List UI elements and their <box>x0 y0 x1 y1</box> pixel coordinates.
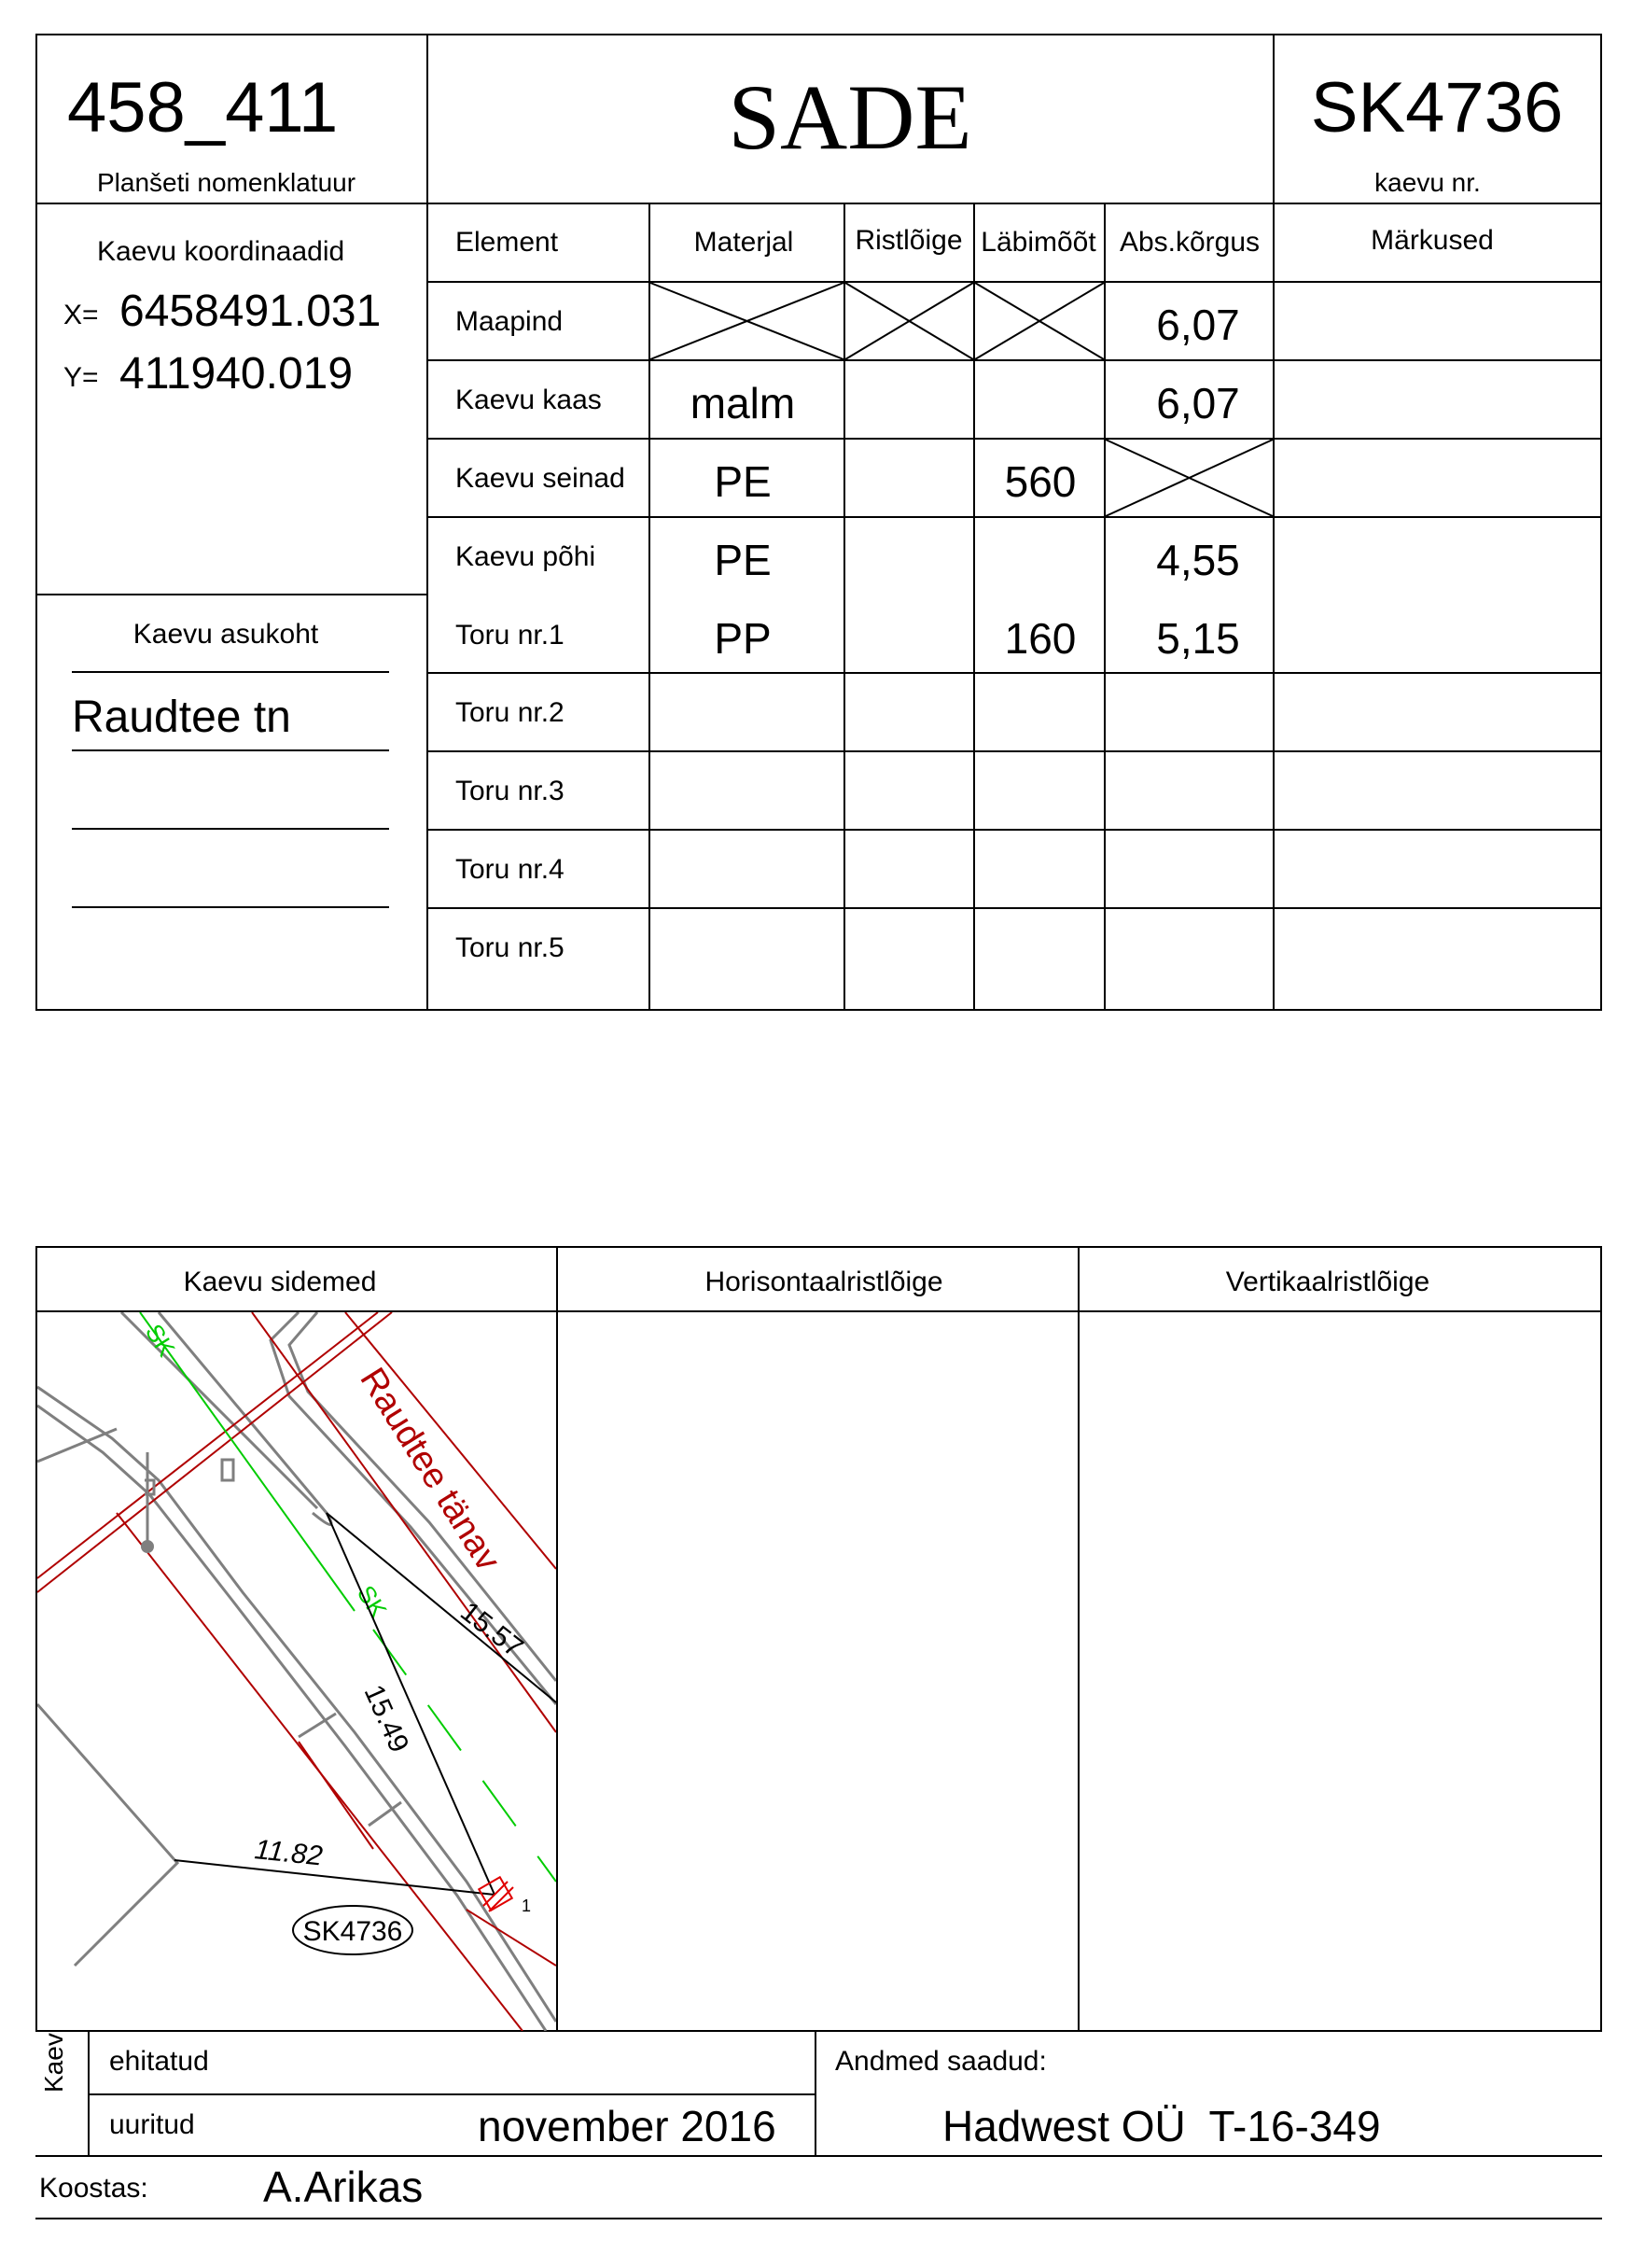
distance-label: 15.49 <box>357 1680 415 1757</box>
sheet-number: 458_411 <box>67 68 339 147</box>
well-label: SK4736 <box>302 1916 403 1947</box>
row-element: Toru nr.1 <box>455 620 565 651</box>
crossed-cells <box>0 0 1631 1027</box>
pipe-label: SK <box>139 1319 181 1362</box>
row-element: Kaevu kaas <box>455 385 602 415</box>
andmed-value: Hadwest OÜ T-16-349 <box>942 2102 1381 2150</box>
row-element: Toru nr.2 <box>455 697 565 728</box>
row-element: Toru nr.5 <box>455 932 565 963</box>
header-element: Element <box>455 227 559 258</box>
ehitatud-label: ehitatud <box>109 2046 209 2077</box>
row-abs: 4,55 <box>1156 536 1240 584</box>
row-abs: 6,07 <box>1156 379 1240 427</box>
form-title: SADE <box>728 65 972 169</box>
distance-label: 15.57 <box>454 1596 529 1664</box>
well-location-map <box>37 1312 556 2031</box>
pipe-label: SK <box>351 1580 393 1623</box>
y-value: 411940.019 <box>119 349 354 399</box>
row-element: Maapind <box>455 306 564 337</box>
y-label: Y= <box>63 362 99 393</box>
andmed-label: Andmed saadud: <box>835 2046 1047 2077</box>
divider <box>1078 1246 1080 2032</box>
row-element: Kaevu seinad <box>455 463 625 494</box>
location-line-1: Raudtee tn <box>72 693 291 742</box>
row-materjal: PE <box>714 457 772 506</box>
coordinates-title: Kaevu koordinaadid <box>97 236 345 267</box>
distance-label: 11.82 <box>253 1834 325 1872</box>
divider <box>88 2093 815 2095</box>
header-materjal: Materjal <box>693 227 794 258</box>
header-ristloige: Ristlõige <box>855 225 963 256</box>
row-labimoot: 160 <box>1004 614 1077 663</box>
header-labimoot: Läbimõõt <box>981 227 1096 258</box>
row-materjal: malm <box>690 379 796 427</box>
divider <box>815 2032 816 2156</box>
koostas-value: A.Arikas <box>263 2163 424 2211</box>
uuritud-value: november 2016 <box>478 2102 776 2150</box>
header-markused: Märkused <box>1371 225 1494 256</box>
row-materjal: PE <box>714 536 772 584</box>
header-abs-korgus: Abs.kõrgus <box>1119 227 1261 258</box>
row-element: Kaevu põhi <box>455 541 596 572</box>
panel-title-horisontaal: Horisontaalristlõige <box>704 1267 943 1297</box>
panel-title-sidemed: Kaevu sidemed <box>183 1267 377 1297</box>
row-materjal: PP <box>714 614 772 663</box>
hydrant-icon <box>141 1540 154 1553</box>
sheet-label: Planšeti nomenklatuur <box>97 168 356 197</box>
x-value: 6458491.031 <box>119 287 382 336</box>
row-abs: 5,15 <box>1156 614 1240 663</box>
street-label: Raudtee tänav <box>352 1361 508 1578</box>
divider <box>556 1246 558 2032</box>
uuritud-label: uuritud <box>109 2109 195 2140</box>
row-labimoot: 560 <box>1004 457 1077 506</box>
x-label: X= <box>63 300 99 330</box>
row-element: Toru nr.4 <box>455 854 565 885</box>
divider <box>35 2218 1602 2219</box>
row-abs: 6,07 <box>1156 301 1240 349</box>
location-title: Kaevu asukoht <box>132 619 319 650</box>
well-number: SK4736 <box>1310 68 1564 147</box>
well-label: kaevu nr. <box>1374 168 1481 197</box>
divider <box>35 2155 1602 2157</box>
kaev-label: Kaev <box>39 2033 68 2093</box>
koostas-label: Koostas: <box>39 2173 148 2204</box>
panel-title-vertikaal: Vertikaalristlõige <box>1225 1267 1430 1297</box>
row-element: Toru nr.3 <box>455 776 565 806</box>
point-marker: 1 <box>522 1897 532 1915</box>
